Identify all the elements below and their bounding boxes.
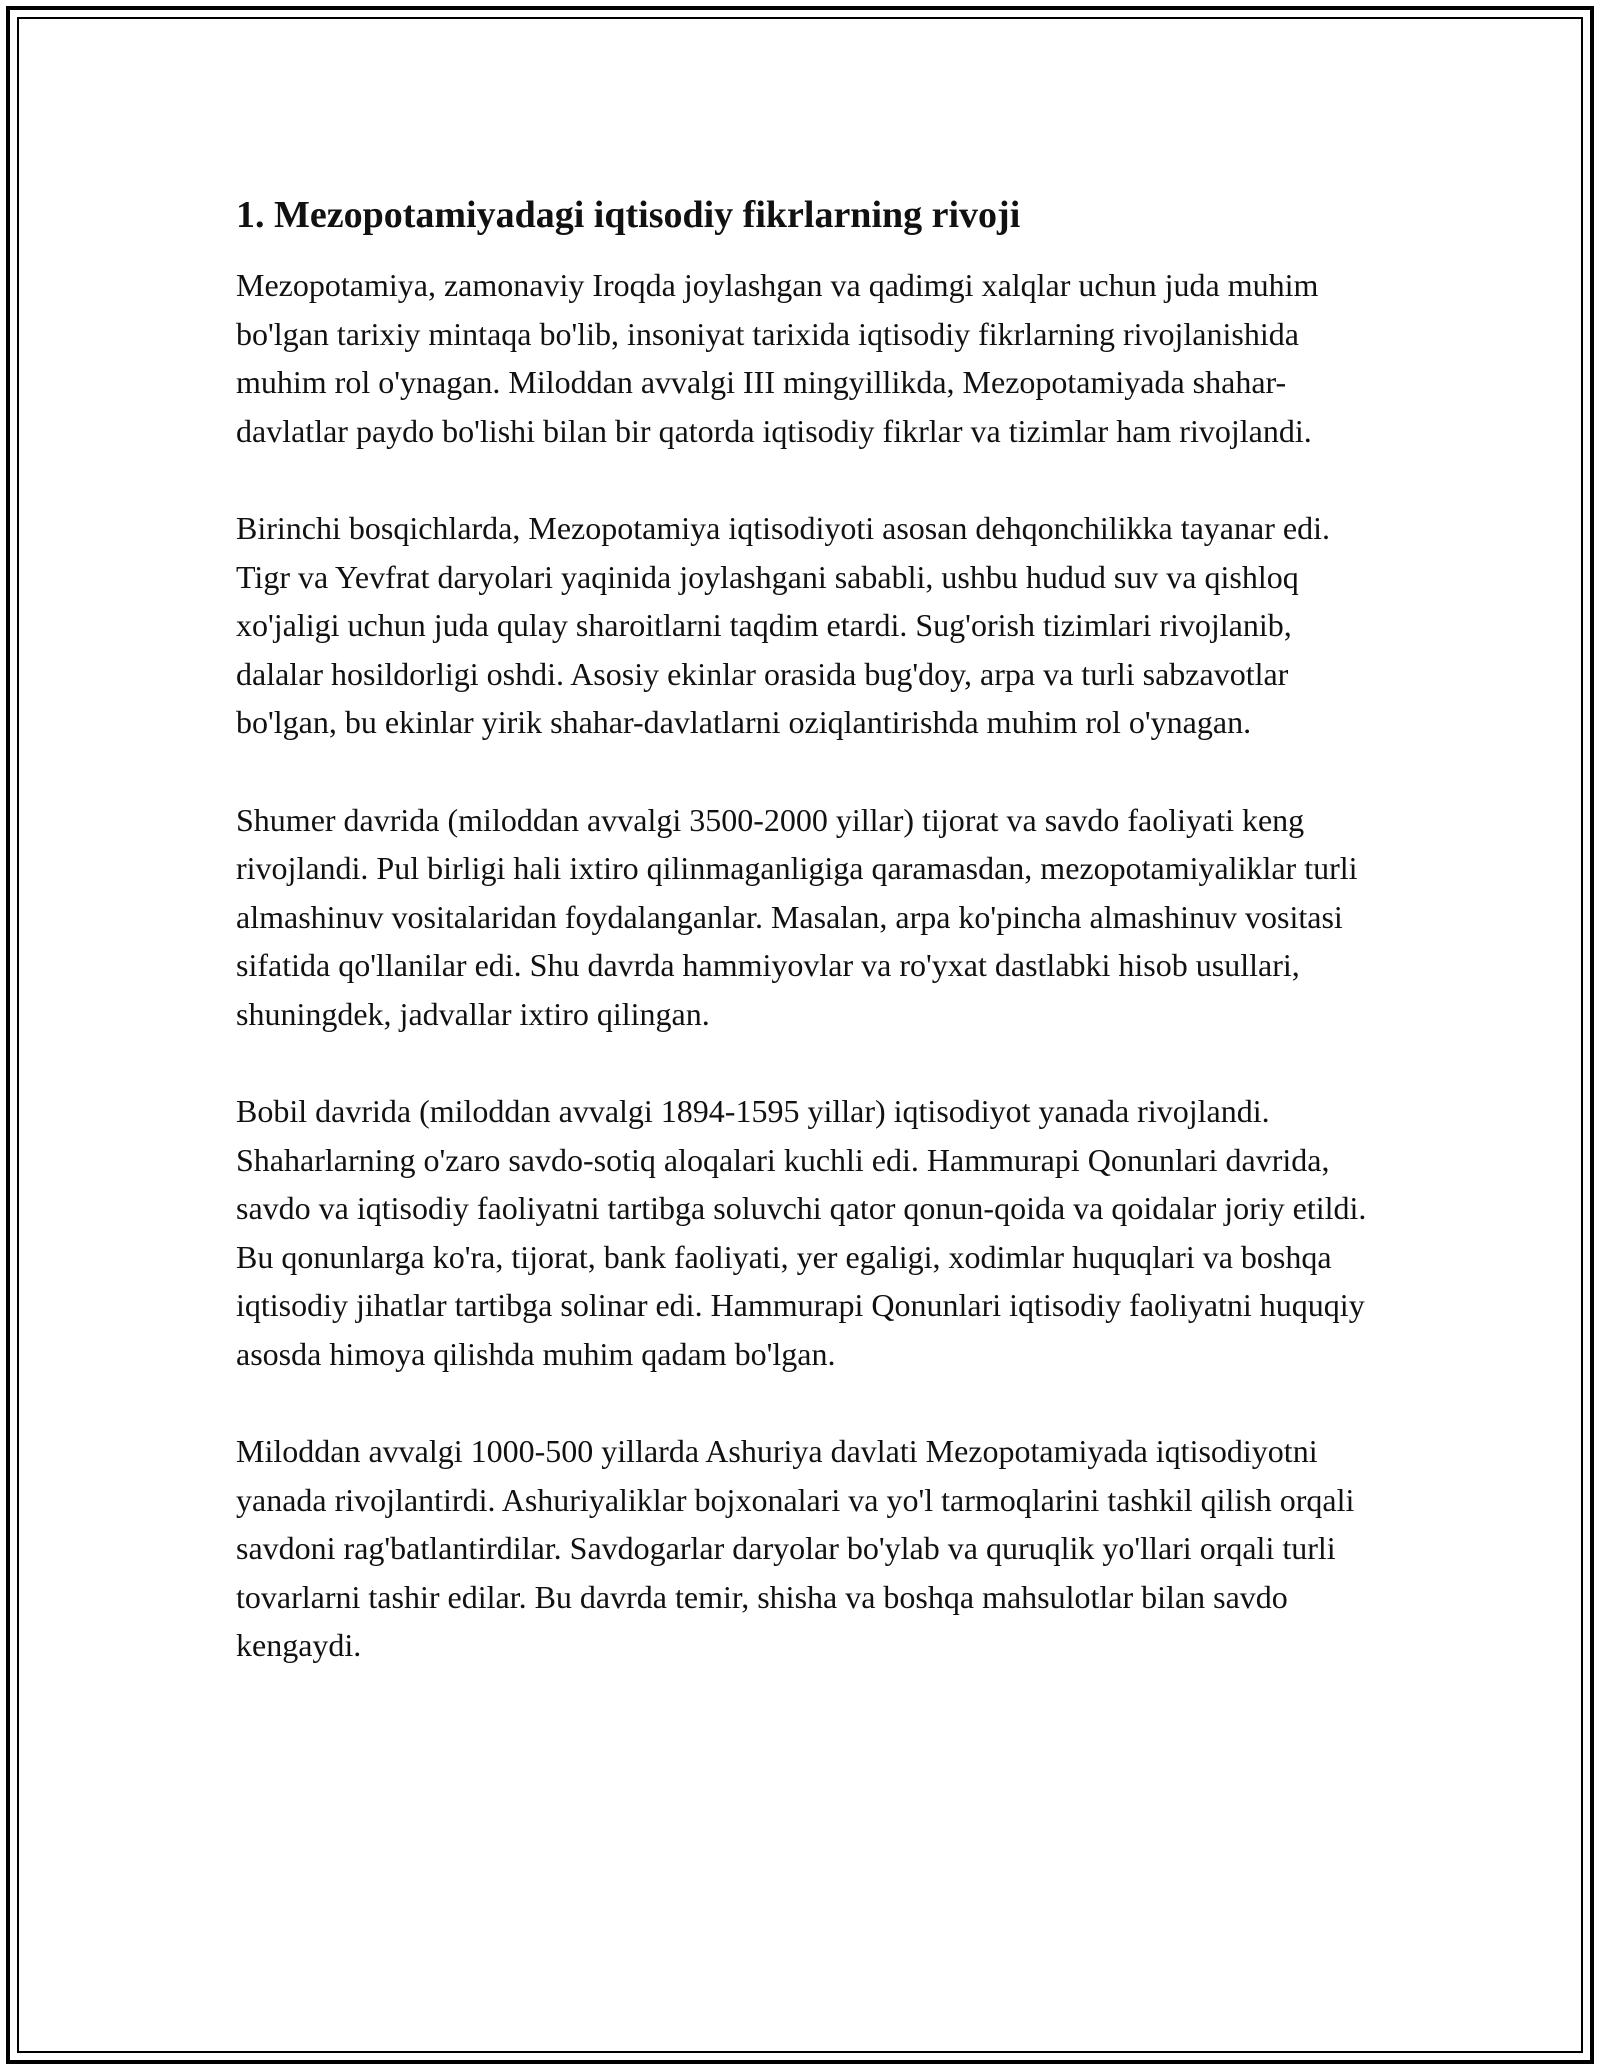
document-body <box>236 187 1376 1670</box>
document-title: 1. Mezopotamiyadagi iqtisodiy fikrlarning rivoji <box>236 194 1021 236</box>
paragraph-agriculture: Birinchi bosqichlarda, Mezopotamiya iqtisodiyoti asosan dehqonchilikka tayanar edi. Tigr va Yevfrat daryolari yaqinida joylashgani sababli, ushbu hudud suv va qishloq xo'jaligi uchun juda qulay sharoitlarni taqdim etardi. Sug'orish tizimlari rivojlanib, dalalar hosildorligi oshdi. Asosiy ekinlar orasida bug'doy, arpa va turli sabzavotlar bo'lgan, bu ekinlar yirik shahar-davlatlarni oziqlantirishda muhim rol o'ynagan. <box>236 510 1330 740</box>
paragraph-mesopotamia-intro: Mezopotamiya, zamonaviy Iroqda joylashgan va qadimgi xalqlar uchun juda muhim bo'lgan tarixiy mintaqa bo'lib, insoniyat tarixida iqtisodiy fikrlarning rivojlanishida muhim rol o'ynagan. Miloddan avvalgi III mingyillikda, Mezopotamiyada shahar-davlatlar paydo bo'lishi bilan bir qatorda iqtisodiy fikrlar va tizimlar ham rivojlandi. <box>236 267 1319 449</box>
paragraph-babylonian-period: Bobil davrida (miloddan avvalgi 1894-1595 yillar) iqtisodiyot yanada rivojlandi. Shaharlarning o'zaro savdo-sotiq aloqalari kuchli edi. Hammurapi Qonunlari davrida, savdo va iqtisodiy faoliyatni tartibga soluvchi qator qonun-qoida va qoidalar joriy etildi. Bu qonunlarga ko'ra, tijorat, bank faoliyati, yer egaligi, xodimlar huquqlari va boshqa iqtisodiy jihatlar tartibga solinar edi. Hammurapi Qonunlari iqtisodiy faoliyatni huquqiy asosda himoya qilishda muhim qadam bo'lgan. <box>236 1093 1367 1372</box>
paragraph-assyrian-period: Miloddan avvalgi 1000-500 yillarda Ashuriya davlati Mezopotamiyada iqtisodiyotni yanada rivojlantirdi. Ashuriyaliklar bojxonalari va yo'l tarmoqlarini tashkil qilish orqali savdoni rag'batlantirdilar. Savdogarlar daryolar bo'ylab va quruqlik yo'llari orqali turli tovarlarni tashir edilar. Bu davrda temir, shisha va boshqa mahsulotlar bilan savdo kengaydi. <box>236 1433 1355 1663</box>
paragraph-sumerian-period: Shumer davrida (miloddan avvalgi 3500-2000 yillar) tijorat va savdo faoliyati keng rivojlandi. Pul birligi hali ixtiro qilinmaganligiga qaramasdan, mezopotamiyaliklar turli almashinuv vositalaridan foydalanganlar. Masalan, arpa ko'pincha almashinuv vositasi sifatida qo'llanilar edi. Shu davrda hammiyovlar va ro'yxat dastlabki hisob usullari, shuningdek, jadvallar ixtiro qilingan. <box>236 801 1358 1032</box>
